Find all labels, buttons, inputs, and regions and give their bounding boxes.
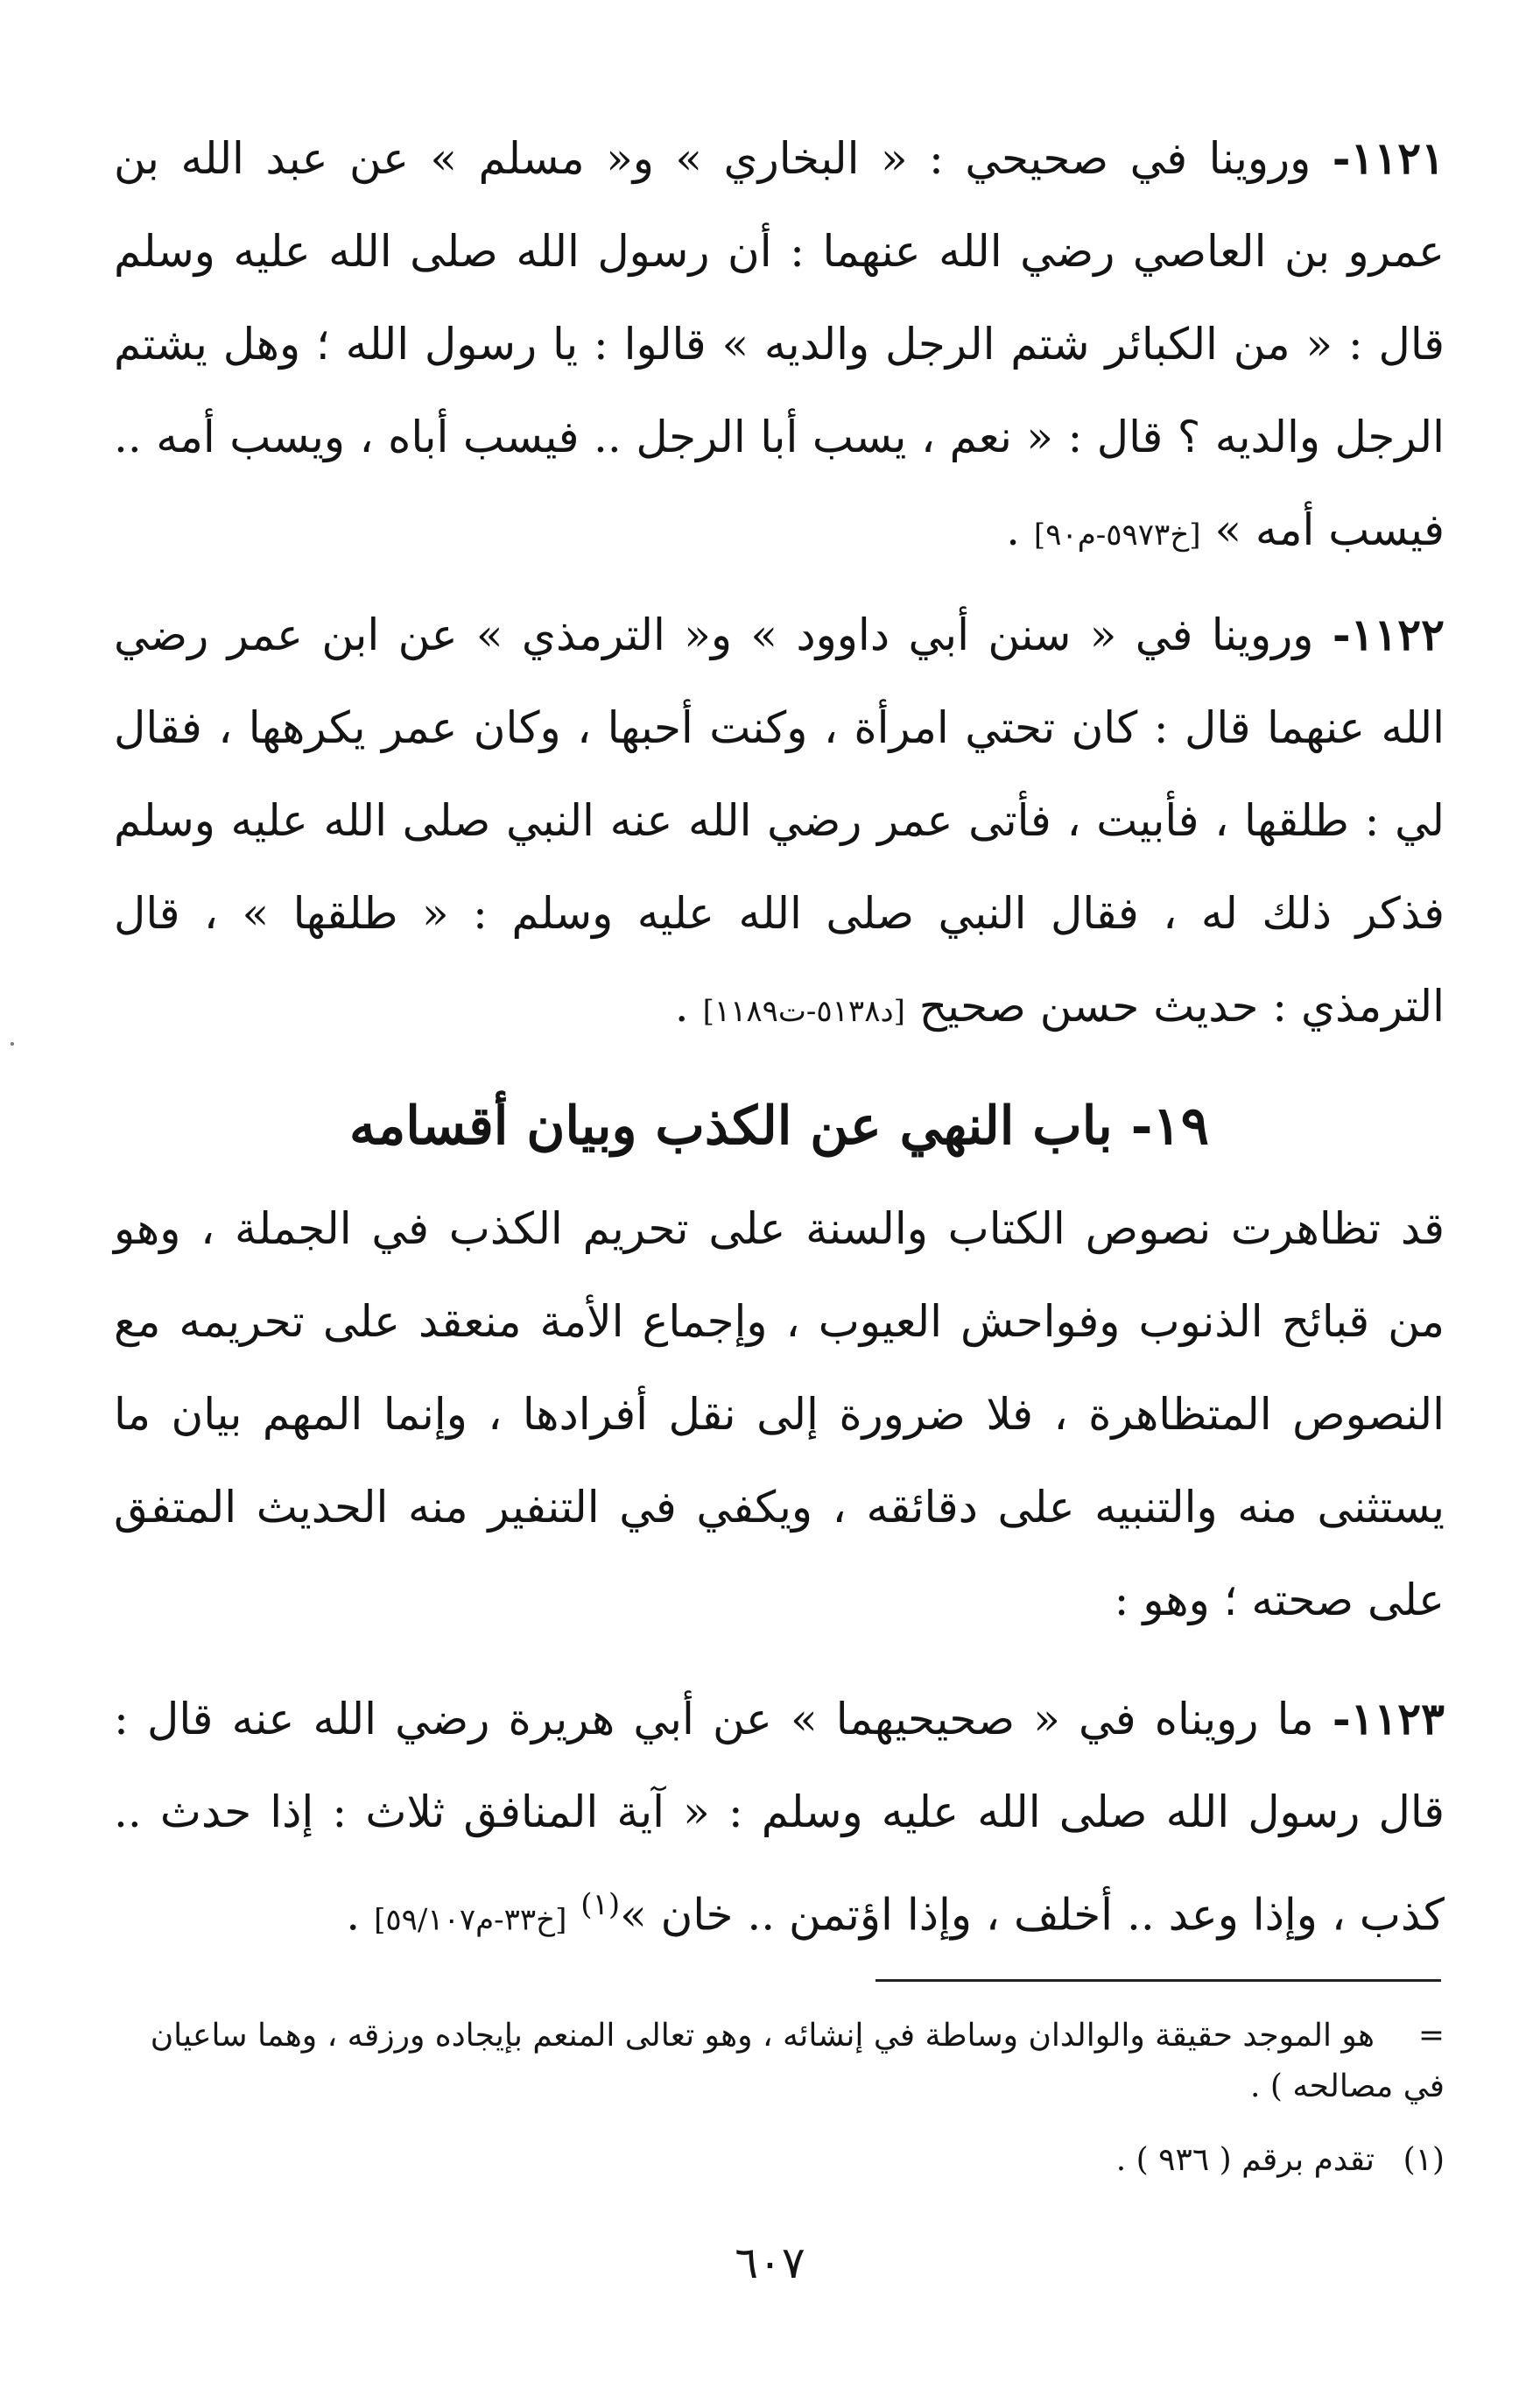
end-mark: .: [674, 981, 703, 1032]
footnote-1: [114, 2135, 1445, 2186]
footnote-number: (١): [1403, 2142, 1445, 2178]
footnote-text: تقدم برقم ( ٩٣٦ ) .: [1115, 2142, 1375, 2178]
intro-paragraph: قد تظاهرت نصوص الكتاب والسنة على تحريم الكذب في الجملة ، وهو من قبائح الذنوب وفواحش العيوب ، وإجماع الأمة منعقد على تحريمه مع النصوص المتظاهرة ، فلا ضرورة إلى نقل أفرادها ، وإنما المهم بيان ما يستثنى منه والتنبيه على دقائقه ، ويكفي في التنفير منه الحديث المتفق على صحته ؛ وهو :: [114, 1203, 1445, 1625]
hadith-number: ١١٢١-: [1332, 132, 1445, 184]
footnote-marker: (١): [580, 1887, 621, 1922]
page-number: ٦٠٧: [735, 2237, 805, 2288]
hadith-1122: [114, 588, 1445, 1058]
continuation-mark: =: [1417, 2018, 1445, 2054]
footnote-text: هو الموجد حقيقة والوالدان وساطة في إنشائه ، وهو تعالى المنعم بإيجاده ورزقه ، وهما ساعيان في مصالحه ) .: [150, 2018, 1445, 2104]
source-reference: [د٥١٣٨-ت١١٨٩]: [702, 994, 905, 1029]
hadith-1121: [114, 112, 1445, 581]
margin-dot: [11, 1042, 14, 1046]
hadith-number: ١١٢٢-: [1332, 609, 1445, 660]
footnote-separator: [875, 1979, 1441, 1982]
chapter-heading: ١٩- باب النهي عن الكذب وبيان أقسامه: [348, 1096, 1209, 1157]
hadith-text: وروينا في « سنن أبي داوود » و« الترمذي » عن ابن عمر رضي الله عنهما قال : كان تحتي امرأة ، وكنت أحبها ، وكان عمر يكرهها ، فقال لي : طلقها ، فأبيت ، فأتى عمر رضي الله عنه النبي صلى الله عليه وسلم فذكر ذلك له ، فقال النبي صلى الله عليه وسلم : « طلقها » ، قال الترمذي : حديث حسن صحيح: [114, 610, 1445, 1032]
end-mark: .: [1006, 504, 1034, 555]
hadith-1123: [114, 1673, 1445, 1967]
hadith-text: وروينا في صحيحي : « البخاري » و« مسلم » عن عبد الله بن عمرو بن العاصي رضي الله عنهما : أن رسول الله صلى الله عليه وسلم قال : « من الكبائر شتم الرجل والديه » قالوا : يا رسول الله ؛ وهل يشتم الرجل والديه ؟ قال : « نعم ، يسب أبا الرجل .. فيسب أباه ، ويسب أمه .. فيسب أمه »: [114, 133, 1445, 555]
hadith-text: ما رويناه في « صحيحيهما » عن أبي هريرة رضي الله عنه قال : قال رسول الله صلى الله عليه وسلم : « آية المنافق ثلاث : إذا حدث .. كذب ، وإذا وعد .. أخلف ، وإذا اؤتمن .. خان »: [114, 1694, 1445, 1941]
footnote-continuation: [114, 2011, 1445, 2112]
hadith-number: ١١٢٣-: [1332, 1693, 1445, 1744]
source-reference: [خ٥٩٧٣-م٩٠]: [1033, 518, 1201, 553]
source-reference: [خ٣٣-م٥٩/١٠٧]: [374, 1902, 567, 1938]
end-mark: .: [346, 1889, 375, 1941]
